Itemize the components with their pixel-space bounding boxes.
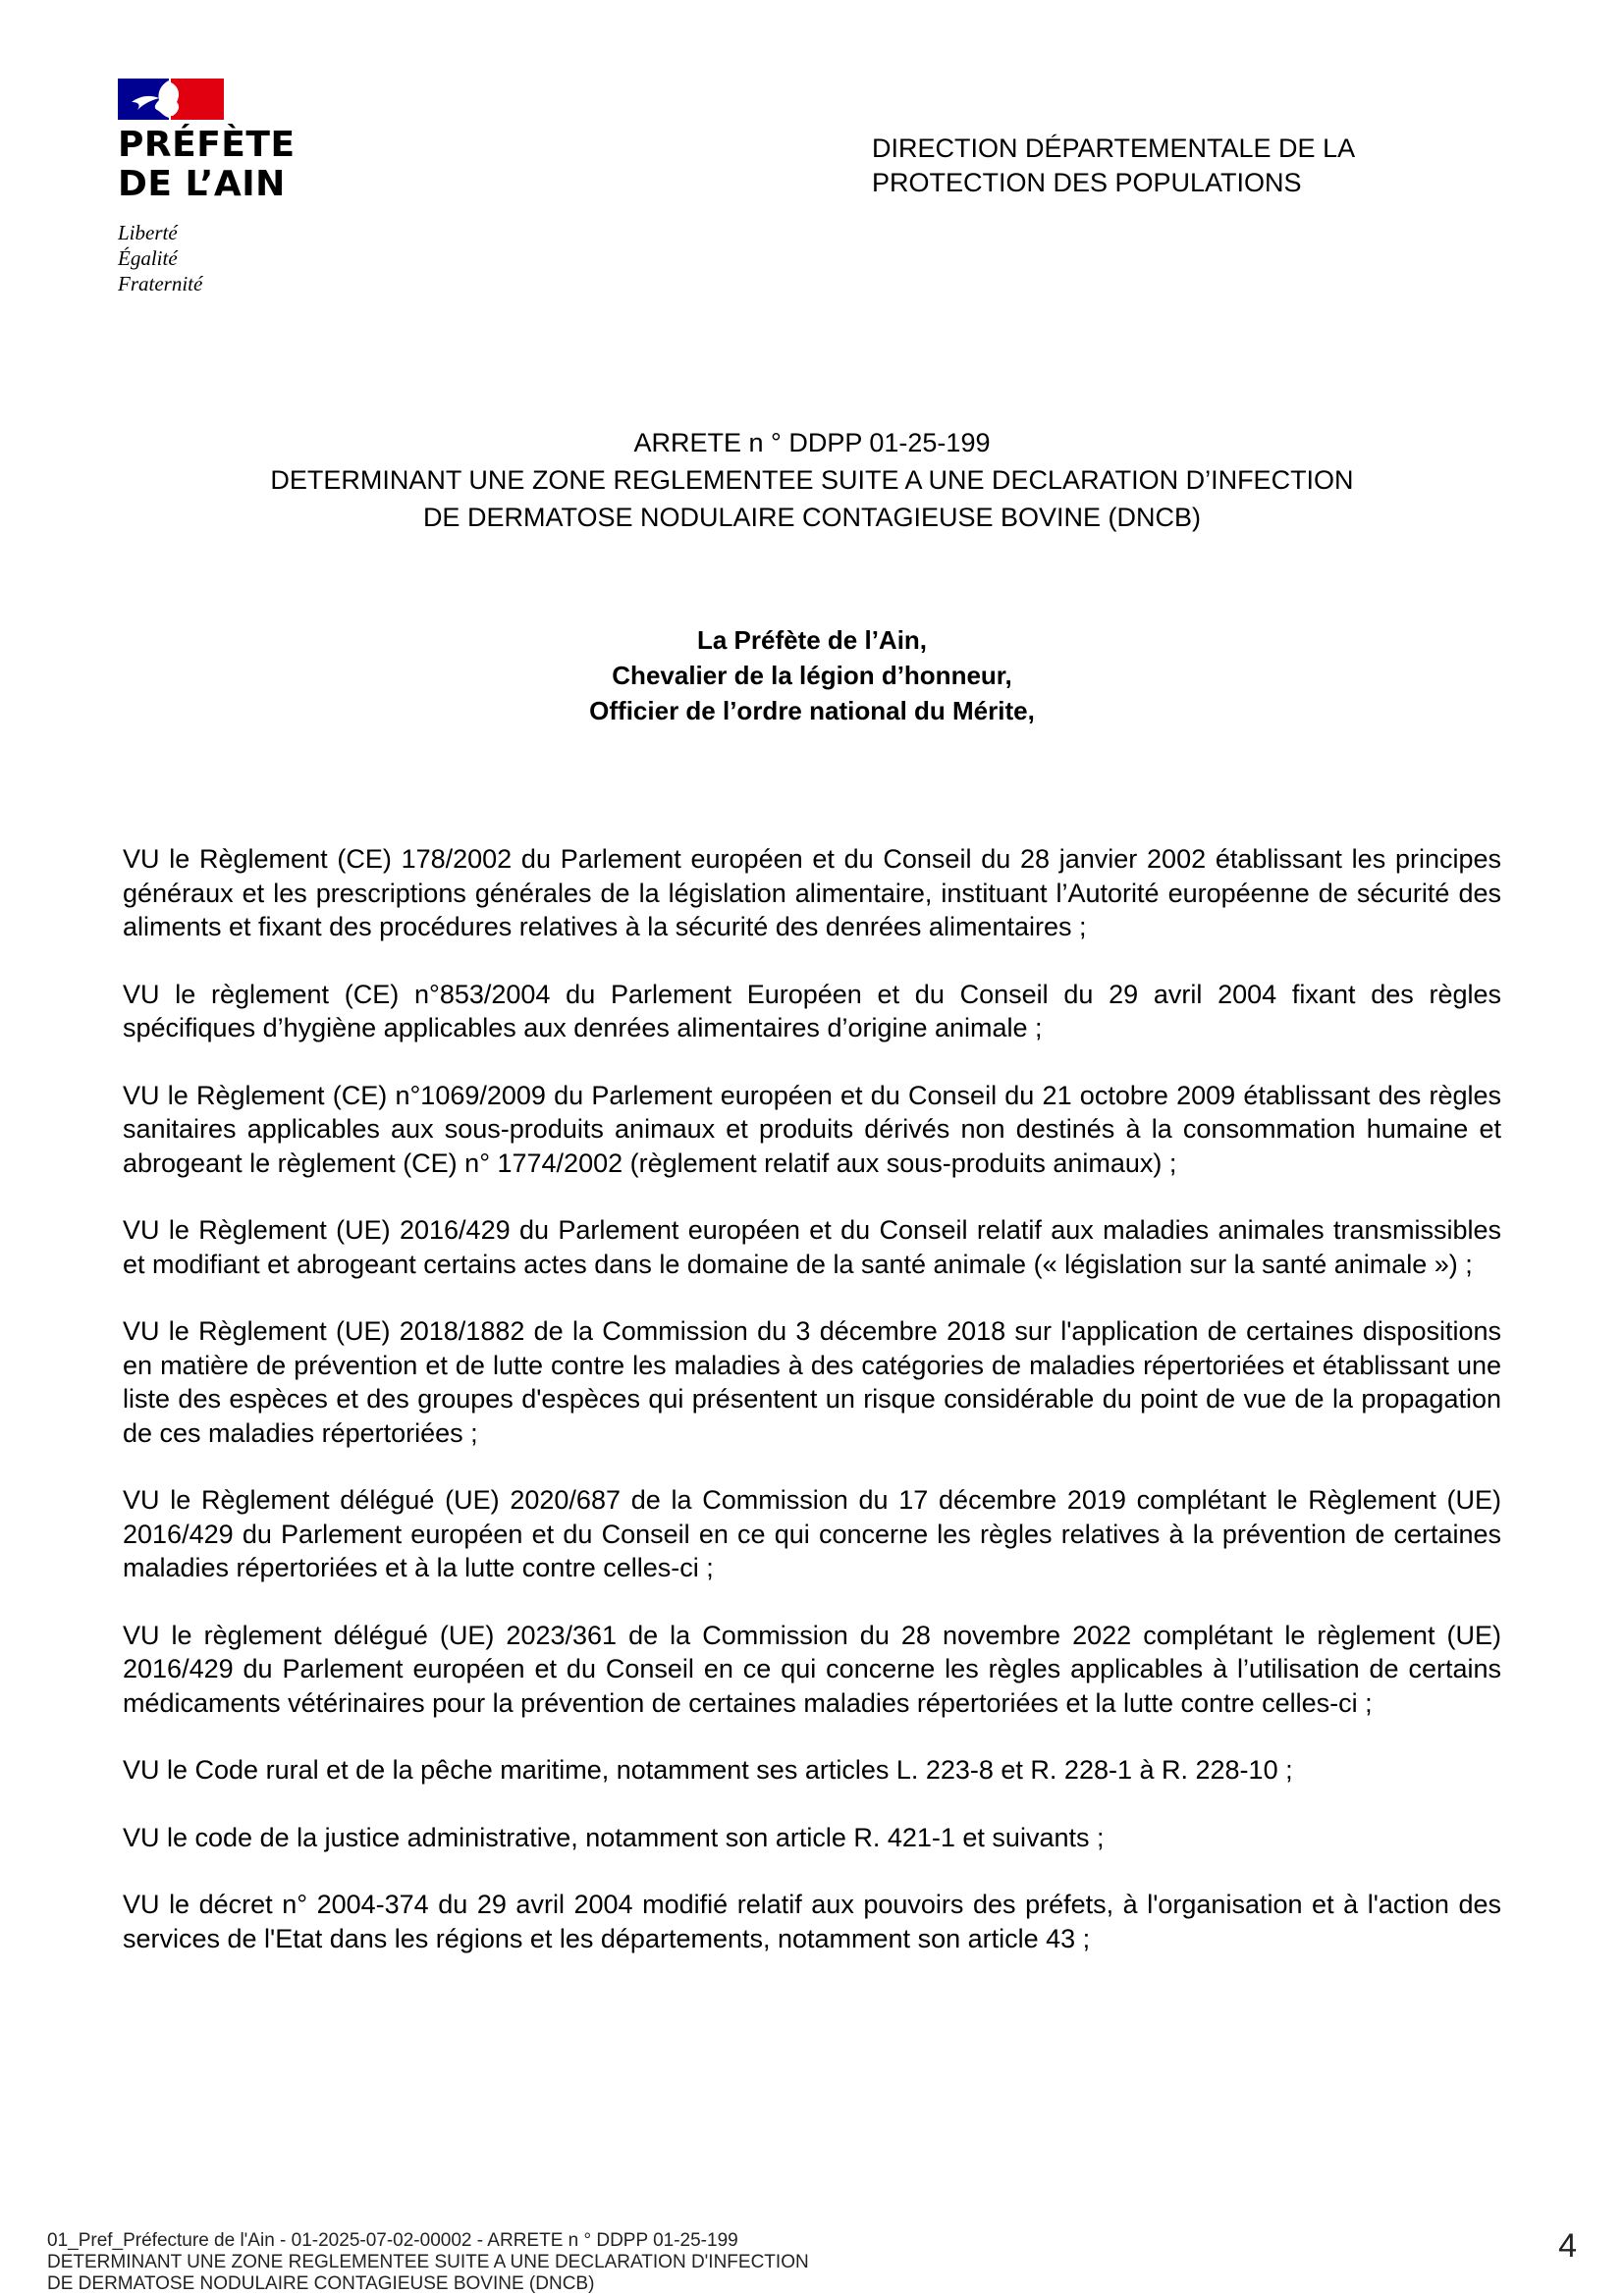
visa-paragraph: VU le décret n° 2004-374 du 29 avril 2004 modifié relatif aux pouvoirs des préfets, à l'organisation et à l'action des services de l'Etat dans les régions et les départements, notamment son article 43 ; <box>123 1890 1501 1953</box>
visa-paragraph: VU le code de la justice administrative, notamment son article R. 421-1 et suivants ; <box>123 1822 1105 1852</box>
motto-egalite: Égalité <box>118 246 178 270</box>
logo-title <box>118 126 314 204</box>
visas-list <box>123 842 1501 1989</box>
page-number: 4 <box>1558 2227 1577 2265</box>
issuing-direction <box>872 132 1355 200</box>
prefecture-logo <box>118 79 314 296</box>
visa-paragraph: VU le Règlement (CE) 178/2002 du Parlement européen et du Conseil du 28 janvier 2002 établissant les principes généraux et les prescriptions générales de la législation alimentaire, instituant l’Autorité européenne de sécurité des aliments et fixant des procédures relatives à la sécurité des denrées alimentaires ; <box>123 844 1501 941</box>
motto-liberte: Liberté <box>118 221 178 244</box>
visa-paragraph: VU le règlement (CE) n°853/2004 du Parlement Européen et du Conseil du 29 avril 2004 fixant des règles spécifiques d’hygiène applicables aux denrées alimentaires d’origine animale ; <box>123 979 1501 1042</box>
visa-paragraph: VU le Règlement (CE) n°1069/2009 du Parlement européen et du Conseil du 21 octobre 2009 établissant des règles sanitaires applicables aux sous-produits animaux et produits dérivés non destinés à la consommation humaine et abrogeant le règlement (CE) n° 1774/2002 (règlement relatif aux sous-produits animaux) ; <box>123 1080 1501 1178</box>
logo-title-line2: DE L’AIN <box>118 164 286 204</box>
signatory-line2: Chevalier de la légion d’honneur, <box>612 661 1012 690</box>
marianne-flag-icon <box>118 79 224 120</box>
arrete-subject-line1: DETERMINANT UNE ZONE REGLEMENTEE SUITE A UNE DECLARATION D’INFECTION <box>270 465 1354 495</box>
arrete-subject-line2: DE DERMATOSE NODULAIRE CONTAGIEUSE BOVINE (DNCB) <box>422 503 1202 532</box>
signatory-line1: La Préfète de l’Ain, <box>696 625 928 655</box>
arrete-title <box>0 424 1624 536</box>
footer-line3: DE DERMATOSE NODULAIRE CONTAGIEUSE BOVINE (DNCB) <box>47 2273 595 2294</box>
footer-line1: 01_Pref_Préfecture de l'Ain - 01-2025-07-02-00002 - ARRETE n ° DDPP 01-25-199 <box>47 2230 738 2251</box>
visa-paragraph: VU le Code rural et de la pêche maritime, notamment ses articles L. 223-8 et R. 228-1 à R. 228-10 ; <box>123 1755 1293 1785</box>
logo-title-line1: PRÉFÈTE <box>118 125 296 165</box>
arrete-number: ARRETE n ° DDPP 01-25-199 <box>633 428 991 457</box>
visa-paragraph: VU le Règlement (UE) 2016/429 du Parlement européen et du Conseil relatif aux maladies animales transmissibles et modifiant et abrogeant certains actes dans le domaine de la santé animale (« législation sur la santé animale ») ; <box>123 1215 1501 1279</box>
signatory-line3: Officier de l’ordre national du Mérite, <box>589 696 1035 725</box>
republic-motto <box>118 220 314 296</box>
visa-paragraph: VU le Règlement (UE) 2018/1882 de la Commission du 3 décembre 2018 sur l'application de certaines dispositions en matière de prévention et de lutte contre les maladies à des catégories de maladies répertoriées et établissant une liste des espèces et des groupes d'espèces qui présentent un risque considérable du point de vue de la propagation de ces maladies répertoriées ; <box>123 1316 1501 1448</box>
direction-line1: DIRECTION DÉPARTEMENTALE DE LA <box>872 133 1356 163</box>
motto-fraternite: Fraternité <box>118 272 203 295</box>
visa-paragraph: VU le règlement délégué (UE) 2023/361 de la Commission du 28 novembre 2022 complétant le règlement (UE) 2016/429 du Parlement européen et du Conseil en ce qui concerne les règles applicables à l’utilisation de certains médicaments vétérinaires pour la prévention de certaines maladies répertoriées et la lutte contre celles-ci ; <box>123 1620 1501 1718</box>
direction-line2: PROTECTION DES POPULATIONS <box>872 168 1302 197</box>
footer-line2: DETERMINANT UNE ZONE REGLEMENTEE SUITE A UNE DECLARATION D'INFECTION <box>47 2252 809 2272</box>
visa-paragraph: VU le Règlement délégué (UE) 2020/687 de la Commission du 17 décembre 2019 complétant le Règlement (UE) 2016/429 du Parlement européen et du Conseil en ce qui concerne les règles relatives à la prévention de certaines maladies répertoriées et à la lutte contre celles-ci ; <box>123 1485 1501 1582</box>
signatory-block <box>0 622 1624 728</box>
page-footer <box>47 2230 1029 2295</box>
